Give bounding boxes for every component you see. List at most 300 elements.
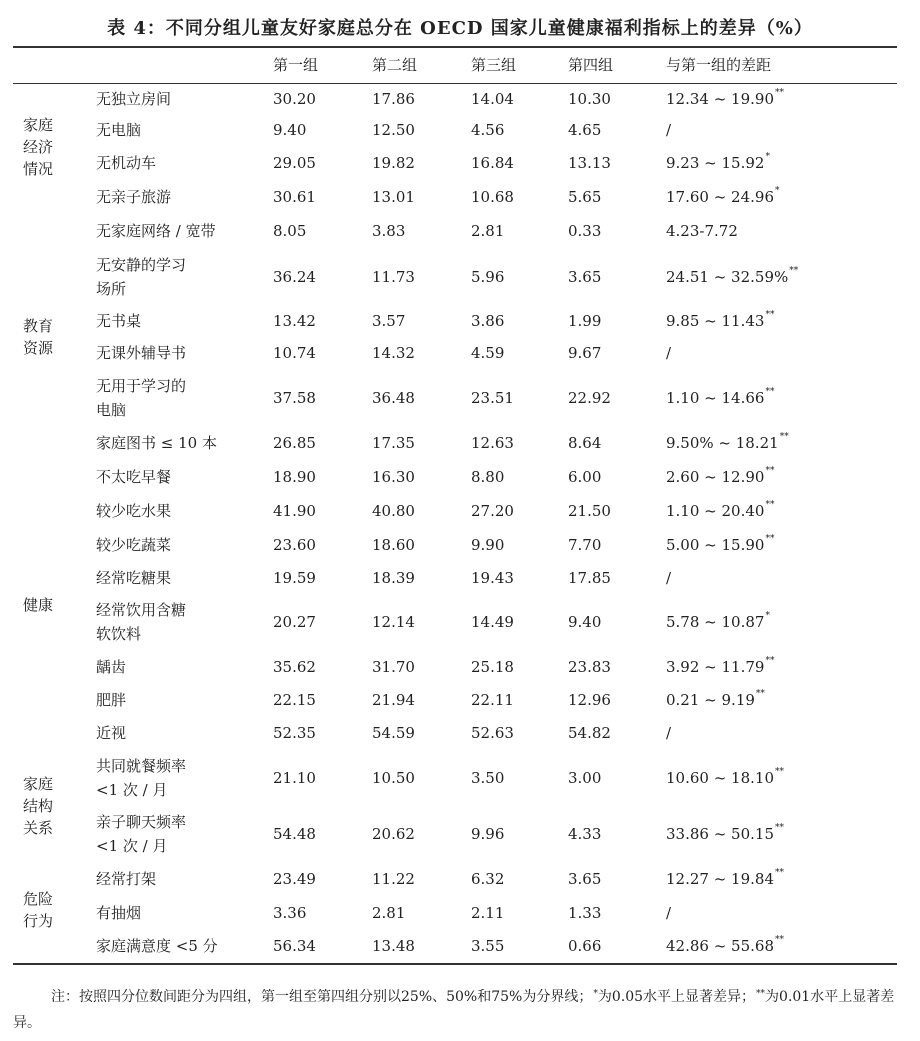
g1-text: 52.35	[273, 724, 316, 742]
value-cell	[273, 562, 316, 594]
g1-text: 36.24	[273, 267, 316, 286]
g4-text: 6.00	[568, 468, 602, 486]
gap-text: 10.60 ~ 18.10	[666, 769, 774, 787]
gap-cell	[666, 114, 671, 146]
value-cell	[568, 84, 611, 114]
table-row	[0, 494, 920, 528]
table-row	[0, 114, 920, 146]
significance-mark: **	[765, 310, 775, 320]
header-group-2: 第二组	[372, 56, 418, 74]
g4-text: 3.65	[568, 267, 602, 286]
value-cell	[372, 528, 415, 562]
g2-text: 11.73	[372, 267, 415, 286]
value-cell	[568, 594, 601, 650]
value-cell	[372, 750, 415, 806]
note-text-1: 注：按照四分位数间距分为四组，第一组至第四组分别以25%、50%和75%为分界线；	[51, 989, 593, 1005]
g1-text: 30.61	[273, 188, 316, 206]
gap-cell	[666, 594, 770, 650]
value-cell	[273, 114, 306, 146]
g3-text: 3.50	[471, 769, 505, 787]
value-cell	[471, 806, 504, 862]
gap-cell	[666, 214, 738, 248]
table-row	[0, 716, 920, 750]
g3-text: 14.04	[471, 90, 514, 108]
indicator-cell	[96, 426, 266, 460]
value-cell	[471, 248, 504, 305]
g4-text: 0.66	[568, 937, 602, 955]
value-cell	[568, 180, 601, 214]
significance-mark: *	[775, 186, 780, 196]
value-cell	[471, 305, 504, 337]
g2-text: 18.39	[372, 569, 415, 587]
g1-text: 8.05	[273, 222, 307, 240]
table-note	[13, 985, 897, 1035]
value-cell	[273, 862, 316, 896]
table-row	[0, 806, 920, 862]
value-cell	[568, 494, 611, 528]
g2-text: 12.14	[372, 613, 415, 631]
value-cell	[273, 369, 316, 426]
value-cell	[273, 305, 316, 337]
indicator-cell	[96, 369, 266, 426]
g1-text: 35.62	[273, 658, 316, 676]
gap-text: /	[666, 904, 672, 922]
gap-cell	[666, 369, 774, 426]
gap-cell	[666, 146, 770, 180]
g1-text: 56.34	[273, 937, 316, 955]
significance-mark: **	[775, 935, 784, 945]
gap-text: 5.78 ~ 10.87	[666, 613, 765, 631]
value-cell	[471, 114, 504, 146]
table-row	[0, 146, 920, 180]
gap-cell	[666, 862, 784, 896]
g3-text: 9.96	[471, 825, 505, 843]
indicator-text: 亲子聊天频率 <1 次 / 月	[96, 813, 187, 855]
gap-cell	[666, 337, 671, 369]
g1-text: 29.05	[273, 154, 316, 172]
g4-text: 12.96	[568, 691, 611, 709]
g3-text: 52.63	[471, 724, 514, 742]
value-cell	[471, 862, 504, 896]
g2-text: 12.50	[372, 121, 415, 139]
g1-text: 26.85	[273, 434, 316, 452]
g2-text: 13.48	[372, 937, 415, 955]
value-cell	[471, 594, 514, 650]
g4-text: 13.13	[568, 154, 611, 172]
indicator-cell	[96, 337, 266, 369]
indicator-cell	[96, 930, 266, 962]
g1-text: 18.90	[273, 468, 316, 486]
value-cell	[372, 594, 415, 650]
g4-text: 0.33	[568, 222, 602, 240]
gap-cell	[666, 750, 784, 806]
gap-text: /	[666, 569, 672, 587]
indicator-cell	[96, 146, 266, 180]
value-cell	[471, 337, 504, 369]
header-group-1: 第一组	[273, 56, 319, 74]
g1-text: 23.60	[273, 536, 316, 554]
value-cell	[273, 650, 316, 684]
indicator-text: 无用于学习的 电脑	[96, 376, 187, 419]
value-cell	[372, 180, 415, 214]
value-cell	[568, 214, 601, 248]
table-row	[0, 594, 920, 650]
note-text-3: 为0.01水平上显著差异。	[13, 989, 895, 1031]
indicator-text: 不太吃早餐	[96, 468, 172, 486]
gap-cell	[666, 684, 765, 716]
g3-text: 5.96	[471, 267, 505, 286]
significance-mark: **	[775, 88, 784, 98]
indicator-cell	[96, 684, 266, 716]
table-row	[0, 862, 920, 896]
indicator-text: 无亲子旅游	[96, 188, 172, 206]
value-cell	[568, 750, 601, 806]
value-cell	[273, 750, 316, 806]
g4-text: 9.40	[568, 613, 602, 631]
gap-text: /	[666, 344, 672, 362]
category-label: 家庭 经济 情况	[23, 116, 54, 178]
table-row	[0, 650, 920, 684]
gap-text: 17.60 ~ 24.96	[666, 188, 774, 206]
gap-cell	[666, 494, 774, 528]
significance-mark: **	[775, 868, 784, 878]
indicator-cell	[96, 594, 266, 650]
value-cell	[372, 426, 415, 460]
gap-text: 3.92 ~ 11.79	[666, 658, 765, 676]
indicator-text: 经常打架	[96, 870, 157, 888]
value-cell	[372, 650, 415, 684]
value-cell	[372, 716, 415, 750]
gap-cell	[666, 305, 774, 337]
indicator-cell	[96, 562, 266, 594]
indicator-text: 无电脑	[96, 121, 142, 139]
gap-text: /	[666, 724, 672, 742]
g2-text: 3.83	[372, 222, 406, 240]
significance-mark: *	[765, 611, 770, 621]
g3-text: 8.80	[471, 468, 505, 486]
indicator-text: 经常吃糖果	[96, 569, 172, 587]
value-cell	[471, 494, 514, 528]
g2-text: 14.32	[372, 344, 415, 362]
g3-text: 9.90	[471, 536, 505, 554]
value-cell	[568, 862, 601, 896]
value-cell	[471, 750, 504, 806]
indicator-text: 无书桌	[96, 312, 142, 330]
value-cell	[372, 337, 415, 369]
table-row	[0, 896, 920, 930]
indicator-text: 家庭图书 ≤ 10 本	[96, 434, 217, 452]
indicator-cell	[96, 494, 266, 528]
g1-text: 3.36	[273, 904, 307, 922]
g1-text: 19.59	[273, 569, 316, 587]
g1-text: 54.48	[273, 825, 316, 843]
note-text-2: 为0.05水平上显著差异；	[597, 989, 756, 1005]
g1-text: 30.20	[273, 90, 316, 108]
gap-text: 33.86 ~ 50.15	[666, 825, 774, 843]
gap-cell	[666, 84, 784, 114]
value-cell	[471, 684, 514, 716]
table-row	[0, 930, 920, 962]
value-cell	[568, 426, 601, 460]
indicator-cell	[96, 650, 266, 684]
g1-text: 9.40	[273, 121, 307, 139]
indicator-text: 无家庭网络 / 宽带	[96, 222, 216, 240]
g4-text: 22.92	[568, 388, 611, 407]
g4-text: 4.33	[568, 825, 602, 843]
header-group-4: 第四组	[568, 56, 614, 74]
significance-mark: **	[765, 500, 775, 510]
g3-text: 23.51	[471, 388, 514, 407]
g3-text: 2.11	[471, 904, 505, 922]
g1-text: 20.27	[273, 613, 316, 631]
g4-text: 17.85	[568, 569, 611, 587]
significance-mark: **	[765, 656, 775, 666]
g2-text: 16.30	[372, 468, 415, 486]
g3-text: 2.81	[471, 222, 505, 240]
table-row	[0, 248, 920, 305]
gap-text: 1.10 ~ 14.66	[666, 388, 765, 407]
gap-cell	[666, 650, 774, 684]
value-cell	[372, 930, 415, 962]
g3-text: 4.59	[471, 344, 505, 362]
g1-text: 41.90	[273, 502, 316, 520]
value-cell	[568, 337, 601, 369]
value-cell	[471, 369, 514, 426]
value-cell	[568, 528, 601, 562]
value-cell	[471, 562, 514, 594]
significance-mark: *	[765, 152, 770, 162]
value-cell	[568, 806, 601, 862]
value-cell	[273, 594, 316, 650]
value-cell	[273, 248, 316, 305]
g3-text: 6.32	[471, 870, 505, 888]
value-cell	[372, 460, 415, 494]
value-cell	[471, 896, 504, 930]
value-cell	[568, 716, 611, 750]
gap-text: 5.00 ~ 15.90	[666, 536, 765, 554]
value-cell	[273, 84, 316, 114]
gap-text: /	[666, 121, 672, 139]
note-sig-2: **	[756, 989, 766, 999]
significance-mark: **	[775, 767, 784, 777]
value-cell	[568, 896, 601, 930]
g4-text: 8.64	[568, 434, 602, 452]
g3-text: 4.56	[471, 121, 505, 139]
significance-mark: **	[755, 689, 765, 699]
table-row	[0, 337, 920, 369]
value-cell	[568, 562, 611, 594]
value-cell	[372, 146, 415, 180]
g4-text: 54.82	[568, 724, 611, 742]
g2-text: 3.57	[372, 312, 406, 330]
g2-text: 54.59	[372, 724, 415, 742]
value-cell	[273, 426, 316, 460]
value-cell	[568, 146, 611, 180]
table-row	[0, 305, 920, 337]
category-label: 危险 行为	[23, 890, 54, 930]
significance-mark: **	[779, 432, 789, 442]
gap-text: 4.23-7.72	[666, 222, 738, 240]
g4-text: 5.65	[568, 188, 602, 206]
g3-text: 16.84	[471, 154, 514, 172]
g2-text: 17.86	[372, 90, 415, 108]
g4-text: 9.67	[568, 344, 602, 362]
indicator-cell	[96, 214, 266, 248]
g3-text: 10.68	[471, 188, 514, 206]
indicator-text: 近视	[96, 724, 127, 742]
gap-text: 12.34 ~ 19.90	[666, 90, 774, 108]
g1-text: 22.15	[273, 691, 316, 709]
value-cell	[273, 896, 306, 930]
gap-text: 1.10 ~ 20.40	[666, 502, 765, 520]
table-row	[0, 180, 920, 214]
indicator-cell	[96, 750, 266, 806]
gap-cell	[666, 930, 784, 962]
value-cell	[273, 460, 316, 494]
indicator-cell	[96, 862, 266, 896]
header-gap: 与第一组的差距	[666, 56, 772, 74]
g2-text: 11.22	[372, 870, 415, 888]
gap-text: 9.50% ~ 18.21	[666, 434, 779, 452]
header-group-3: 第三组	[471, 56, 517, 74]
gap-cell	[666, 528, 774, 562]
g2-text: 20.62	[372, 825, 415, 843]
g3-text: 25.18	[471, 658, 514, 676]
indicator-text: 有抽烟	[96, 904, 142, 922]
g3-text: 27.20	[471, 502, 514, 520]
gap-cell	[666, 248, 798, 305]
table-row	[0, 562, 920, 594]
g2-text: 13.01	[372, 188, 415, 206]
g3-text: 14.49	[471, 613, 514, 631]
value-cell	[372, 84, 415, 114]
note-sig-1: *	[593, 989, 598, 999]
g1-text: 21.10	[273, 769, 316, 787]
value-cell	[568, 248, 601, 305]
g2-text: 18.60	[372, 536, 415, 554]
gap-cell	[666, 806, 784, 862]
table-row	[0, 214, 920, 248]
g4-text: 3.00	[568, 769, 602, 787]
g3-text: 19.43	[471, 569, 514, 587]
value-cell	[372, 806, 415, 862]
g3-text: 3.55	[471, 937, 505, 955]
g1-text: 13.42	[273, 312, 316, 330]
indicator-cell	[96, 180, 266, 214]
value-cell	[372, 214, 405, 248]
g4-text: 21.50	[568, 502, 611, 520]
g2-text: 31.70	[372, 658, 415, 676]
value-cell	[273, 806, 316, 862]
value-cell	[273, 716, 316, 750]
indicator-cell	[96, 114, 266, 146]
significance-mark: **	[765, 534, 775, 544]
gap-cell	[666, 180, 780, 214]
top-rule	[13, 46, 897, 48]
value-cell	[273, 214, 306, 248]
value-cell	[273, 146, 316, 180]
g3-text: 3.86	[471, 312, 505, 330]
indicator-cell	[96, 896, 266, 930]
gap-text: 9.23 ~ 15.92	[666, 154, 765, 172]
significance-mark: **	[789, 265, 799, 276]
value-cell	[568, 114, 601, 146]
gap-text: 42.86 ~ 55.68	[666, 937, 774, 955]
value-cell	[471, 460, 504, 494]
value-cell	[273, 180, 316, 214]
gap-text: 24.51 ~ 32.59%	[666, 267, 789, 286]
bottom-rule	[13, 963, 897, 965]
g2-text: 17.35	[372, 434, 415, 452]
gap-text: 12.27 ~ 19.84	[666, 870, 774, 888]
g2-text: 21.94	[372, 691, 415, 709]
g1-text: 37.58	[273, 388, 316, 407]
value-cell	[372, 114, 415, 146]
value-cell	[273, 930, 316, 962]
value-cell	[471, 930, 504, 962]
table-row	[0, 460, 920, 494]
indicator-cell	[96, 248, 266, 305]
table-row	[0, 528, 920, 562]
gap-cell	[666, 716, 671, 750]
indicator-cell	[96, 84, 266, 114]
gap-text: 9.85 ~ 11.43	[666, 312, 765, 330]
value-cell	[471, 528, 504, 562]
indicator-cell	[96, 305, 266, 337]
table-row	[0, 84, 920, 114]
table-row	[0, 426, 920, 460]
indicator-cell	[96, 806, 266, 862]
gap-cell	[666, 562, 671, 594]
g2-text: 36.48	[372, 388, 415, 407]
g1-text: 10.74	[273, 344, 316, 362]
g3-text: 22.11	[471, 691, 514, 709]
indicator-text: 家庭满意度 <5 分	[96, 937, 218, 955]
value-cell	[568, 369, 611, 426]
indicator-text: 较少吃水果	[96, 502, 172, 520]
value-cell	[568, 650, 611, 684]
value-cell	[568, 930, 601, 962]
indicator-text: 龋齿	[96, 658, 127, 676]
value-cell	[273, 337, 316, 369]
g1-text: 23.49	[273, 870, 316, 888]
value-cell	[568, 684, 611, 716]
category-label: 教育 资源	[23, 317, 54, 357]
value-cell	[471, 716, 514, 750]
indicator-text: 经常饮用含糖 软饮料	[96, 601, 187, 643]
significance-mark: **	[775, 823, 784, 833]
significance-mark: **	[765, 386, 775, 397]
value-cell	[273, 528, 316, 562]
indicator-text: 较少吃蔬菜	[96, 536, 172, 554]
indicator-text: 共同就餐频率 <1 次 / 月	[96, 757, 187, 799]
value-cell	[372, 494, 415, 528]
table-row	[0, 684, 920, 716]
value-cell	[372, 369, 415, 426]
value-cell	[273, 494, 316, 528]
g4-text: 3.65	[568, 870, 602, 888]
g2-text: 19.82	[372, 154, 415, 172]
category-label: 家庭 结构 关系	[23, 775, 54, 837]
indicator-cell	[96, 460, 266, 494]
g2-text: 10.50	[372, 769, 415, 787]
g2-text: 40.80	[372, 502, 415, 520]
g4-text: 10.30	[568, 90, 611, 108]
value-cell	[372, 562, 415, 594]
g3-text: 12.63	[471, 434, 514, 452]
g4-text: 1.99	[568, 312, 602, 330]
value-cell	[372, 305, 405, 337]
